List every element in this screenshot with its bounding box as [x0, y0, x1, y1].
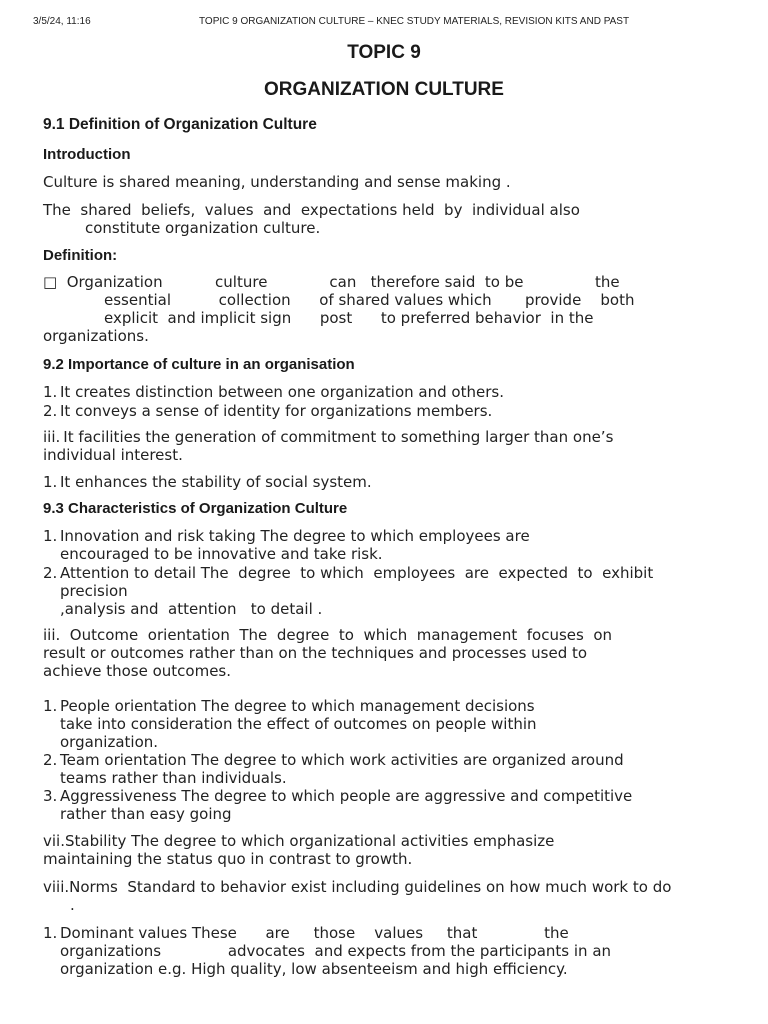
section-heading-9-3: 9.3 Characteristics of Organization Culture — [43, 500, 348, 517]
list-item — [43, 697, 537, 751]
list-item — [43, 787, 632, 823]
print-doc-title: TOPIC 9 ORGANIZATION CULTURE – KNEC STUDY MATERIALS, REVISION KITS AND PAST — [199, 16, 630, 27]
list-text: It enhances the stability of social system. — [60, 473, 372, 491]
list-item — [43, 527, 530, 563]
definition-heading: Definition: — [43, 247, 118, 264]
list-text-line: Attention to detail The degree to which employees are expected to exhibit — [60, 564, 654, 582]
outcome-line-3: achieve those outcomes. — [43, 662, 232, 680]
list-number: 1. — [43, 473, 58, 491]
list-number: 2. — [43, 402, 58, 420]
stability-paragraph — [43, 832, 554, 868]
list-text-line: ,analysis and attention to detail . — [60, 600, 323, 618]
intro-paragraph: Culture is shared meaning, understanding and sense making . — [43, 173, 511, 191]
list-text-line: Team orientation The degree to which work activities are organized around — [60, 751, 624, 769]
list-text-line: organization e.g. High quality, low absenteeism and high efficiency. — [60, 960, 568, 978]
norms-paragraph — [43, 878, 671, 914]
list-number: 1. — [43, 383, 58, 401]
norms-line-2: . — [70, 896, 75, 914]
list-text-line: organizations advocates and expects from the participants in an — [60, 942, 612, 960]
definition-paragraph — [43, 273, 634, 345]
list-number: 2. — [43, 564, 58, 582]
list-number: 1. — [43, 924, 58, 942]
stability-line-1: vii.Stability The degree to which organizational activities emphasize — [43, 832, 555, 850]
commitment-paragraph — [43, 428, 613, 464]
def-line-3: explicit and implicit sign post to preferred behavior in the — [104, 309, 594, 327]
outcome-paragraph — [43, 626, 612, 680]
list-text-line: take into consideration the effect of outcomes on people within — [60, 715, 537, 733]
def-line-2: essential collection of shared values which provide both — [104, 291, 635, 309]
commitment-line-2: individual interest. — [43, 446, 183, 464]
list-item — [43, 383, 504, 401]
def-line-4: organizations. — [43, 327, 149, 345]
print-timestamp: 3/5/24, 11:16 — [33, 16, 91, 27]
topic-number: TOPIC 9 — [347, 42, 421, 63]
page-title: ORGANIZATION CULTURE — [264, 79, 504, 100]
list-text: It conveys a sense of identity for organizations members. — [60, 402, 493, 420]
shared-beliefs-paragraph — [43, 201, 580, 237]
norms-line-1: viii.Norms Standard to behavior exist including guidelines on how much work to do — [43, 878, 672, 896]
commitment-line-1: iii. It facilities the generation of commitment to something larger than one’s — [43, 428, 614, 446]
def-line-1: □ Organization culture can therefore said to be the — [43, 273, 620, 291]
list-text-line: precision — [60, 582, 128, 600]
shared-line-2: constitute organization culture. — [85, 219, 321, 237]
list-number: 1. — [43, 697, 58, 715]
stability-line-2: maintaining the status quo in contrast to growth. — [43, 850, 413, 868]
list-text-line: Dominant values These are those values that the — [60, 924, 569, 942]
list-text-line: rather than easy going — [60, 805, 232, 823]
list-number: 2. — [43, 751, 58, 769]
list-text-line: teams rather than individuals. — [60, 769, 287, 787]
list-item — [43, 924, 611, 978]
intro-heading: Introduction — [43, 146, 131, 163]
list-item — [43, 564, 653, 618]
list-text-line: Aggressiveness The degree to which people are aggressive and competitive — [60, 787, 633, 805]
outcome-line-1: iii. Outcome orientation The degree to which management focuses on — [43, 626, 613, 644]
list-text-line: encouraged to be innovative and take risk. — [60, 545, 383, 563]
list-item — [43, 473, 372, 491]
shared-line-1: The shared beliefs, values and expectations held by individual also — [43, 201, 580, 219]
list-item — [43, 402, 492, 420]
list-item — [43, 751, 624, 787]
list-text-line: People orientation The degree to which management decisions — [60, 697, 535, 715]
list-number: 1. — [43, 527, 58, 545]
list-text-line: organization. — [60, 733, 159, 751]
section-heading-9-2: 9.2 Importance of culture in an organisation — [43, 356, 355, 373]
list-text-line: Innovation and risk taking The degree to which employees are — [60, 527, 530, 545]
print-header — [0, 16, 768, 30]
outcome-line-2: result or outcomes rather than on the techniques and processes used to — [43, 644, 588, 662]
list-number: 3. — [43, 787, 58, 805]
section-heading-9-1: 9.1 Definition of Organization Culture — [43, 116, 317, 133]
list-text: It creates distinction between one organization and others. — [60, 383, 504, 401]
